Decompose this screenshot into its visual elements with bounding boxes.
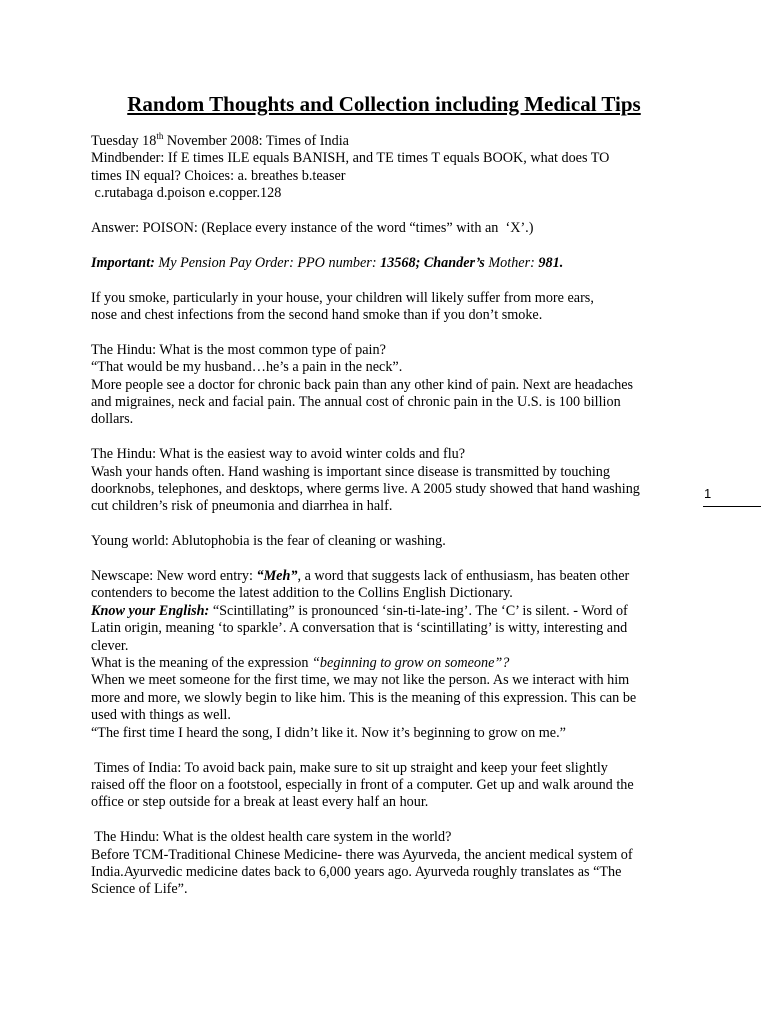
date-superscript: th <box>156 131 164 141</box>
text-line: clever. <box>91 637 129 654</box>
important-paragraph <box>91 255 681 272</box>
text-line <box>91 255 681 272</box>
text-line: Science of Life”. <box>91 881 188 898</box>
text-line: office or step outside for a break at least every half an hour. <box>91 794 429 811</box>
expression-question: What is the meaning of the expression <box>91 655 313 672</box>
text-line: doorknobs, telephones, and desktops, where germs live. A 2005 study showed that hand washing <box>91 481 640 498</box>
text-line: Mindbender: If E times ILE equals BANISH, and TE times T equals BOOK, what does TO <box>91 150 610 167</box>
newscape-label: Newscape: New word entry: <box>91 568 257 585</box>
text-line: c.rutabaga d.poison e.copper.128 <box>91 185 282 202</box>
text-line: Wash your hands often. Hand washing is important since disease is transmitted by touching <box>91 463 610 480</box>
smoking-paragraph <box>91 290 681 325</box>
text-line: The Hindu: What is the easiest way to avoid winter colds and flu? <box>91 446 466 463</box>
text-line: More people see a doctor for chronic back pain than any other kind of pain. Next are headaches <box>91 376 634 393</box>
text-line: “That would be my husband…he’s a pain in the neck”. <box>91 359 403 376</box>
text-line: contenders to become the latest addition to the Collins English Dictionary. <box>91 585 513 602</box>
text-line: times IN equal? Choices: a. breathes b.teaser <box>91 167 346 184</box>
page-title: Random Thoughts and Collection including Medical Tips <box>127 92 641 116</box>
know-english-label: Know your English: <box>91 602 210 619</box>
page-number-rule <box>703 506 761 507</box>
mindbender-paragraph <box>91 133 681 203</box>
text-line: India.Ayurvedic medicine dates back to 6,000 years ago. Ayurveda roughly translates as “The <box>91 863 622 880</box>
text-line <box>91 655 681 672</box>
document-body <box>91 133 681 899</box>
text-line: raised off the floor on a footstool, especially in front of a computer. Get up and walk around the <box>91 776 634 793</box>
text-line: “The first time I heard the song, I didn’t like it. Now it’s beginning to grow on me.” <box>91 724 566 741</box>
ayurveda-paragraph <box>91 829 681 899</box>
text-line: Before TCM-Traditional Chinese Medicine- there was Ayurveda, the ancient medical system of <box>91 846 633 863</box>
text-line: dollars. <box>91 411 134 428</box>
date-line <box>91 133 681 150</box>
text-line: Answer: POISON: (Replace every instance of the word “times” with an ‘X’.) <box>91 220 534 237</box>
mother-number: 981. <box>538 254 564 271</box>
date-text: Tuesday 18 <box>91 133 157 149</box>
text-line: If you smoke, particularly in your house, your children will likely suffer from more ears, <box>91 289 594 306</box>
text-line: and migraines, neck and facial pain. The annual cost of chronic pain in the U.S. is 100 billion <box>91 394 621 411</box>
newscape-paragraph <box>91 568 681 742</box>
text-line: The Hindu: What is the oldest health care system in the world? <box>91 829 452 846</box>
mother-text: Mother: <box>484 254 539 271</box>
know-english-text: “Scintillating” is pronounced ‘sin-ti-late-ing’. The ‘C’ is silent. - Word of <box>209 602 628 619</box>
meh-word: “Meh” <box>256 568 298 585</box>
important-label: Important: <box>91 254 155 271</box>
text-line: nose and chest infections from the second hand smoke than if you don’t smoke. <box>91 307 543 324</box>
pain-paragraph <box>91 342 681 429</box>
ppo-number: 13568; Chander’s <box>380 254 485 271</box>
text-line: Times of India: To avoid back pain, make sure to sit up straight and keep your feet slightly <box>91 759 608 776</box>
text-line <box>91 603 681 620</box>
text-line: more and more, we slowly begin to like him. This is the meaning of this expression. This can be <box>91 689 637 706</box>
pension-text: My Pension Pay Order: PPO number: <box>154 254 381 271</box>
date-source: November 2008: Times of India <box>163 133 349 149</box>
text-line: used with things as well. <box>91 707 231 724</box>
text-line: Latin origin, meaning ‘to sparkle’. A conversation that is ‘scintillating’ is witty, interesting and <box>91 620 628 637</box>
expression-phrase: “beginning to grow on someone”? <box>312 655 510 672</box>
newscape-text: , a word that suggests lack of enthusiasm, has beaten other <box>297 568 630 585</box>
ablutophobia-paragraph <box>91 533 681 550</box>
colds-paragraph <box>91 446 681 516</box>
text-line <box>91 568 681 585</box>
text-line: When we meet someone for the first time, we may not like the person. As we interact with him <box>91 672 630 689</box>
text-line: cut children’s risk of pneumonia and diarrhea in half. <box>91 498 393 515</box>
text-line: The Hindu: What is the most common type of pain? <box>91 341 386 358</box>
back-pain-paragraph <box>91 760 681 812</box>
answer-paragraph <box>91 220 681 237</box>
text-line: Young world: Ablutophobia is the fear of cleaning or washing. <box>91 533 446 550</box>
page-number: 1 <box>704 486 712 501</box>
